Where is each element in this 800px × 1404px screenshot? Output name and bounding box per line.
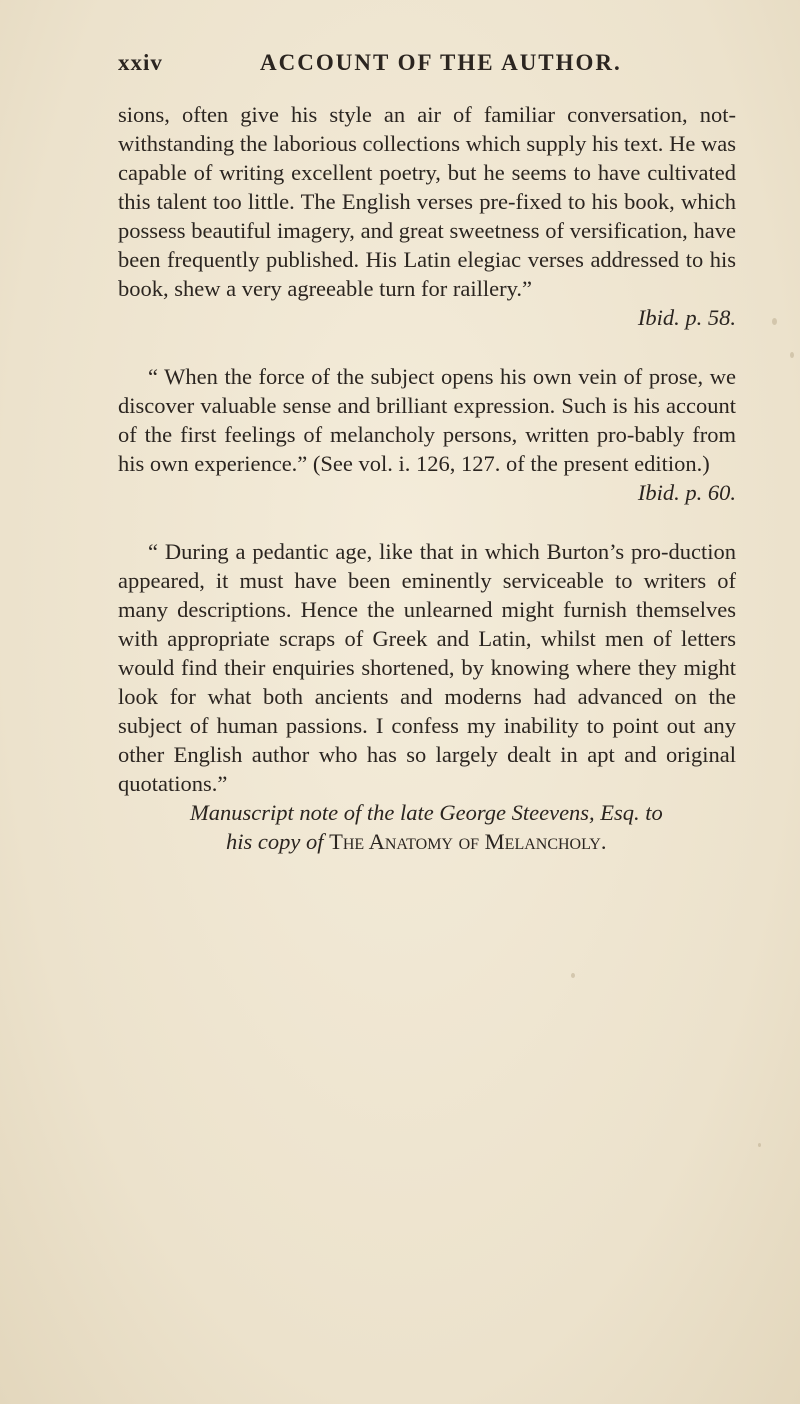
paragraph-2: “ When the force of the subject opens his own vein of prose, we discover valuable sense and brilliant expression. Such is his account of the first feelings of melancholy persons, written pro-bably from his own experience.” (See vol. i. 126, 127. of the present edition.)	[118, 364, 736, 476]
foxing-spot	[571, 973, 575, 978]
citation-1: Ibid. p. 58.	[637, 305, 736, 330]
note-line-2	[118, 827, 736, 856]
page-header	[118, 50, 718, 90]
foxing-spot	[790, 352, 794, 358]
book-title: The Anatomy of Melancholy.	[329, 829, 607, 854]
citation-2: Ibid. p. 60.	[637, 480, 736, 505]
note-line-2-prefix: his copy of	[226, 829, 330, 854]
note-line-1: Manuscript note of the late George Steevens, Esq. to	[190, 800, 663, 825]
foxing-spot	[758, 1143, 761, 1147]
running-head: ACCOUNT OF THE AUTHOR.	[260, 50, 622, 75]
page-number: xxiv	[118, 50, 163, 75]
body-text	[118, 100, 736, 856]
paragraph-1: sions, often give his style an air of familiar conversation, not-withstanding the laborious collections which supply his text. He was capable of writing excellent poetry, but he seems to have cultivated this talent too little. The English verses pre-fixed to his book, which possess beautiful imagery, and great sweetness of versification, have been frequently published. His Latin elegiac verses addressed to his book, shew a very agreeable turn for raillery.”	[118, 102, 736, 301]
paragraph-3: “ During a pedantic age, like that in which Burton’s pro-duction appeared, it must have been eminently serviceable to writers of many descriptions. Hence the unlearned might furnish themselves with appropriate scraps of Greek and Latin, whilst men of letters would find their enquiries shortened, by knowing where they might look for what both ancients and moderns had advanced on the subject of human passions. I confess my inability to point out any other English author who has so largely dealt in apt and original quotations.”	[118, 539, 736, 796]
foxing-spot	[772, 318, 777, 325]
